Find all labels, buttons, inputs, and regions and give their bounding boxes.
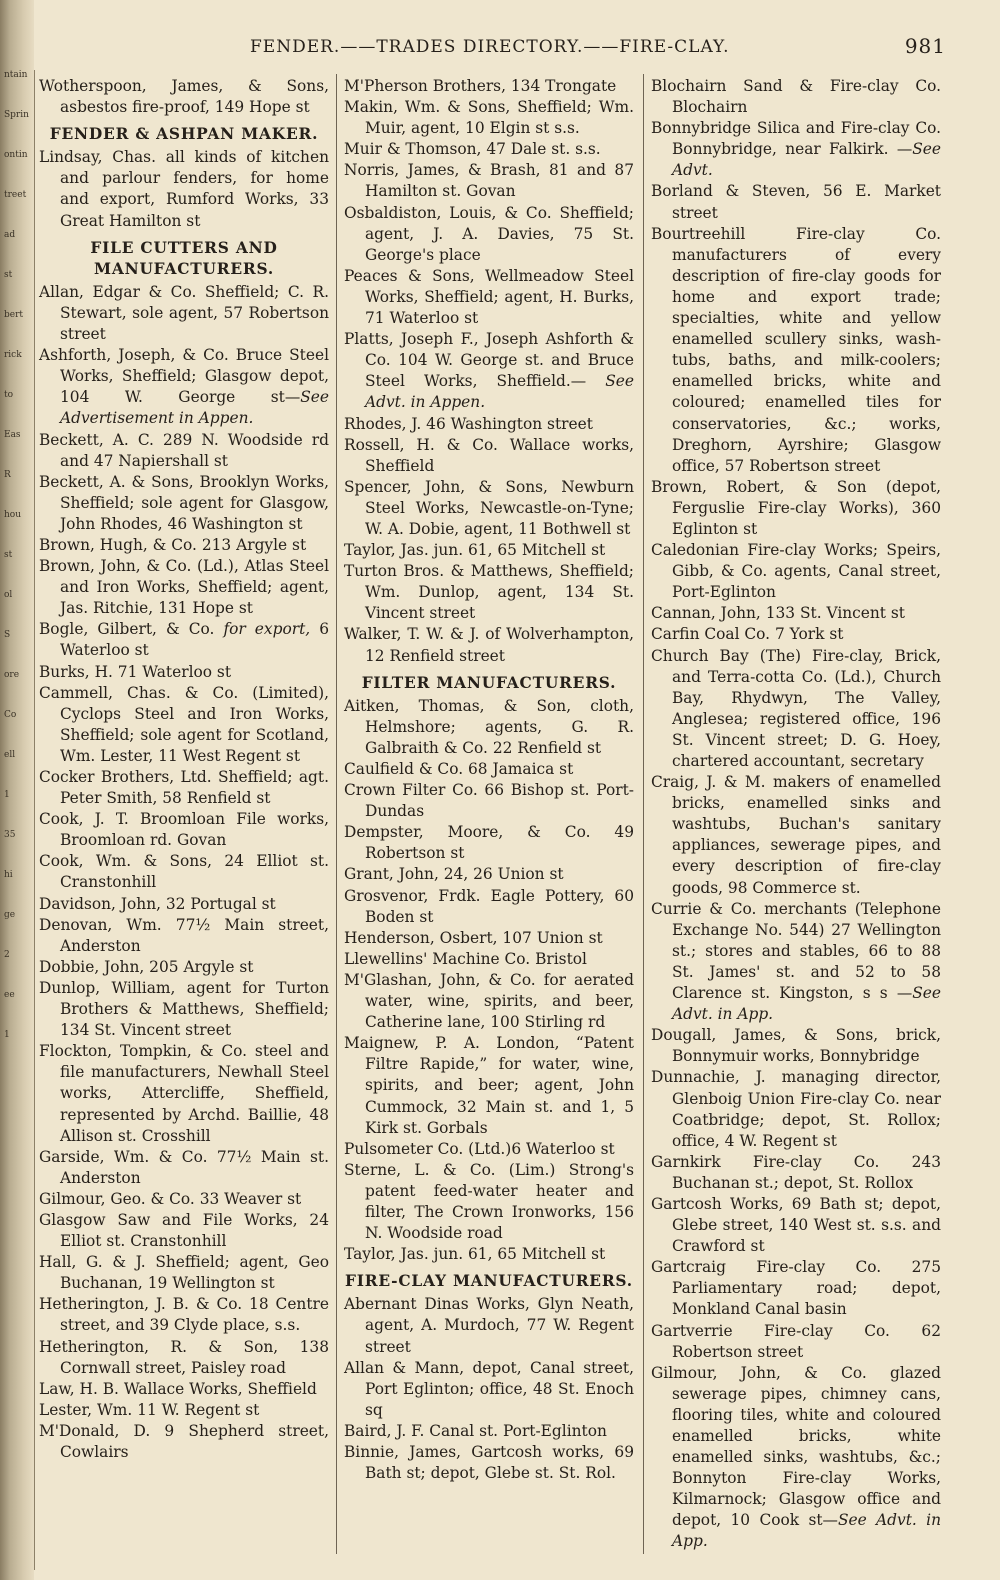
margin-fragment: to <box>4 390 14 400</box>
directory-entry: Peaces & Sons, Wellmeadow Steel Works, Sheffield; agent, H. Burks, 71 Waterloo st <box>344 266 634 328</box>
directory-entry: Llewellins' Machine Co. Bristol <box>344 949 587 968</box>
directory-entry: Spencer, John, & Sons, Newburn Steel Works, Newcastle-on-Tyne; W. A. Dobie, agent, 11 Bothwell st <box>344 477 634 538</box>
margin-fragment: ore <box>4 670 20 680</box>
directory-entry: Caledonian Fire-clay Works; Speirs, Gibb, & Co. agents, Canal street, Port-Eglinton <box>651 541 941 602</box>
directory-entry: Lindsay, Chas. all kinds of kitchen and parlour fenders, for home and export, Rumford Works, 33 Great Hamilton st <box>39 148 329 230</box>
margin-fragment: Sprin <box>4 110 29 120</box>
margin-fragment: treet <box>4 190 27 200</box>
directory-entry: Rossell, H. & Co. Wallace works, Sheffield <box>344 435 634 475</box>
section-heading: FILTER MANUFACTURERS. <box>361 673 617 692</box>
directory-entry: Maignew, P. A. London, “Patent Filtre Rapide,” for water, wine, spirits, and beer; agent, John Cummock, 32 Main st. and 1, 5 Kirk st. Gorbals <box>344 1034 634 1137</box>
margin-fragment: bert <box>4 310 24 320</box>
directory-entry: Gilmour, John, & Co. glazed sewerage pipes, chimney cans, flooring tiles, white and coloured enamelled bricks, white enamelled sinks, washtubs, &c.; Bonnyton Fire-clay Works, Kilmarnock; Glasgow office and depot, 10 Cook st—See Advt. in App. <box>651 1363 941 1551</box>
directory-entry: Rhodes, J. 46 Washington street <box>344 414 593 433</box>
binding-edge <box>0 0 34 1580</box>
directory-entry: Norris, James, & Brash, 81 and 87 Hamilton st. Govan <box>344 161 634 201</box>
directory-entry: Aitken, Thomas, & Son, cloth, Helmshore; agents, G. R. Galbraith & Co. 22 Renfield st <box>344 696 634 757</box>
margin-fragment: hou <box>4 510 22 520</box>
margin-fragment: st <box>4 270 13 280</box>
directory-entry: Grant, John, 24, 26 Union st <box>344 865 564 884</box>
directory-entry: Garside, Wm. & Co. 77½ Main st. Anderston <box>39 1147 329 1187</box>
directory-entry: Cook, J. T. Broomloan File works, Broomloan rd. Govan <box>39 810 329 850</box>
directory-entry: Brown, Hugh, & Co. 213 Argyle st <box>39 535 307 554</box>
directory-entry: Davidson, John, 32 Portugal st <box>39 894 276 913</box>
directory-entry: Dempster, Moore, & Co. 49 Robertson st <box>344 823 634 863</box>
directory-entry: Osbaldiston, Louis, & Co. Sheffield; agent, J. A. Davies, 75 St. George's place <box>344 203 634 264</box>
margin-fragment: ell <box>4 750 16 760</box>
section-heading: FENDER & ASHPAN MAKER. <box>49 125 319 144</box>
directory-entry: Cannan, John, 133 St. Vincent st <box>651 604 905 623</box>
directory-entry: Brown, John, & Co. (Ld.), Atlas Steel and Iron Works, Sheffield; agent, Jas. Ritchie, 131 Hope st <box>39 557 329 618</box>
directory-entry: Sterne, L. & Co. (Lim.) Strong's patent feed-water heater and filter, The Crown Ironworks, 156 N. Woodside road <box>344 1160 634 1243</box>
directory-entry: Muir & Thomson, 47 Dale st. s.s. <box>344 140 601 159</box>
directory-entry: Henderson, Osbert, 107 Union st <box>344 928 603 947</box>
directory-entry: Hall, G. & J. Sheffield; agent, Geo Buchanan, 19 Wellington st <box>39 1253 329 1293</box>
margin-fragment: Eas <box>4 430 21 440</box>
directory-entry: Allan, Edgar & Co. Sheffield; C. R. Stewart, sole agent, 57 Robertson street <box>39 282 329 344</box>
margin-fragment: ad <box>4 230 16 240</box>
section-heading: FIRE-CLAY MANUFACTURERS. <box>345 1272 633 1291</box>
page-number: 981 <box>904 34 946 58</box>
directory-entry: Hetherington, J. B. & Co. 18 Centre street, and 39 Clyde place, s.s. <box>39 1295 329 1335</box>
directory-entry: Abernant Dinas Works, Glyn Neath, agent, A. Murdoch, 77 W. Regent street <box>344 1295 634 1356</box>
margin-fragment: hi <box>4 870 13 880</box>
directory-entry: Beckett, A. C. 289 N. Woodside rd and 47 Napiershall st <box>39 430 329 470</box>
directory-entry: Dobbie, John, 205 Argyle st <box>39 957 254 976</box>
directory-entry: Cocker Brothers, Ltd. Sheffield; agt. Peter Smith, 58 Renfield st <box>39 768 329 808</box>
gutter-line <box>34 70 35 1570</box>
directory-entry: Bogle, Gilbert, & Co. for export, 6 Waterloo st <box>39 620 329 660</box>
directory-entry: Flockton, Tompkin, & Co. steel and file manufacturers, Newhall Steel works, Attercliffe, Sheffield, represented by Archd. Baillie, 48 Allison st. Crosshill <box>39 1042 329 1145</box>
directory-entry: Crown Filter Co. 66 Bishop st. Port-Dundas <box>344 781 634 821</box>
directory-entry: Cammell, Chas. & Co. (Limited), Cyclops Steel and Iron Works, Sheffield; sole agent for Scotland, Wm. Lester, 11 West Regent st <box>39 683 329 765</box>
directory-entry: Gartverrie Fire-clay Co. 62 Robertson street <box>651 1321 941 1361</box>
directory-entry: Grosvenor, Frdk. Eagle Pottery, 60 Boden st <box>344 886 634 926</box>
directory-entry: Dougall, James, & Sons, brick, Bonnymuir works, Bonnybridge <box>651 1026 941 1066</box>
margin-fragment: 1 <box>4 790 10 800</box>
directory-entry: Carfin Coal Co. 7 York st <box>651 625 844 644</box>
directory-entry: Beckett, A. & Sons, Brooklyn Works, Sheffield; sole agent for Glasgow, John Rhodes, 46 Washington st <box>39 472 329 533</box>
directory-entry: Caulfield & Co. 68 Jamaica st <box>344 760 574 778</box>
margin-fragment: ntain <box>4 70 28 80</box>
margin-fragment: ge <box>4 910 16 920</box>
directory-entry: Garnkirk Fire-clay Co. 243 Buchanan st.; depot, St. Rollox <box>651 1152 941 1192</box>
margin-fragment: Co <box>4 710 17 720</box>
directory-entry: Denovan, Wm. 77½ Main street, Anderston <box>39 915 329 955</box>
directory-entry: Taylor, Jas. jun. 61, 65 Mitchell st <box>344 1245 606 1264</box>
directory-entry: Blochairn Sand & Fire-clay Co. Blochairn <box>651 77 941 117</box>
directory-entry: Brown, Robert, & Son (depot, Ferguslie Fire-clay Works), 360 Eglinton st <box>651 477 941 538</box>
directory-entry: Law, H. B. Wallace Works, Sheffield <box>39 1379 317 1398</box>
section-heading: FILE CUTTERS AND MANUFACTURERS. <box>90 238 278 278</box>
margin-fragment: ee <box>4 990 15 1000</box>
directory-entry: Borland & Steven, 56 E. Market street <box>651 182 941 222</box>
directory-entry: Ashforth, Joseph, & Co. Bruce Steel Works, Sheffield; Glasgow depot, 104 W. George st—See Advertisement in Appen. <box>39 346 329 428</box>
column-2 <box>344 76 634 1484</box>
directory-entry: Craig, J. & M. makers of enamelled bricks, enamelled sinks and washtubs, Buchan's sanitary appliances, sewerage pipes, and every description of fire-clay goods, 98 Commerce st. <box>651 773 941 897</box>
column-rule <box>336 74 337 1554</box>
directory-entry: Bourtreehill Fire-clay Co. manufacturers of every description of fire-clay goods for home and export trade; specialties, white and yellow enamelled scullery sinks, wash-tubs, baths, and milk-coolers; enamelled bricks, white and coloured; enamelled tiles for conservatories, &c.; works, Dreghorn, Ayrshire; Glasgow office, 57 Robertson street <box>651 224 941 475</box>
directory-entry: Glasgow Saw and File Works, 24 Elliot st. Cranstonhill <box>39 1210 329 1251</box>
directory-entry: Platts, Joseph F., Joseph Ashforth & Co. 104 W. George st. and Bruce Steel Works, Sheffield.— See Advt. in Appen. <box>344 330 634 412</box>
directory-entry: Burks, H. 71 Waterloo st <box>39 662 232 681</box>
column-1 <box>39 76 329 1463</box>
margin-fragment: rick <box>4 350 22 360</box>
directory-entry: M'Pherson Brothers, 134 Trongate <box>344 77 617 95</box>
directory-entry: Lester, Wm. 11 W. Regent st <box>39 1400 260 1419</box>
directory-entry: Makin, Wm. & Sons, Sheffield; Wm. Muir, agent, 10 Elgin st s.s. <box>344 98 634 138</box>
directory-entry: M'Glashan, John, & Co. for aerated water, wine, spirits, and beer, Catherine lane, 100 Stirling rd <box>344 970 634 1032</box>
directory-entry: Cook, Wm. & Sons, 24 Elliot st. Cranstonhill <box>39 852 329 892</box>
running-title: FENDER.——TRADES DIRECTORY.——FIRE-CLAY. <box>250 37 730 57</box>
directory-entry: Dunlop, William, agent for Turton Brothers & Matthews, Sheffield; 134 St. Vincent street <box>39 978 329 1040</box>
margin-fragment: 2 <box>4 950 10 960</box>
page-header <box>240 34 960 58</box>
margin-fragment: R <box>4 470 11 480</box>
margin-fragment: ol <box>4 590 13 600</box>
directory-entry: Bonnybridge Silica and Fire-clay Co. Bonnybridge, near Falkirk. —See Advt. <box>651 119 941 180</box>
directory-entry: Hetherington, R. & Son, 138 Cornwall street, Paisley road <box>39 1337 329 1377</box>
directory-entry: Currie & Co. merchants (Telephone Exchange No. 544) 27 Wellington st.; stores and stables, 66 to 88 St. James' st. and 52 to 58 Clarence st. Kingston, s s —See Advt. in App. <box>651 899 941 1024</box>
directory-entry: Walker, T. W. & J. of Wolverhampton, 12 Renfield street <box>344 625 634 665</box>
directory-entry: Gilmour, Geo. & Co. 33 Weaver st <box>39 1189 302 1208</box>
margin-fragment: st <box>4 550 13 560</box>
directory-entry: Binnie, James, Gartcosh works, 69 Bath st; depot, Glebe st. St. Rol. <box>344 1443 634 1483</box>
directory-entry: Allan & Mann, depot, Canal street, Port Eglinton; office, 48 St. Enoch sq <box>344 1358 634 1419</box>
column-3 <box>651 76 941 1553</box>
directory-entry: Taylor, Jas. jun. 61, 65 Mitchell st <box>344 541 606 560</box>
directory-entry: Dunnachie, J. managing director, Glenboig Union Fire-clay Co. near Coatbridge; depot, St. Rollox; office, 4 W. Regent st <box>651 1068 941 1150</box>
margin-fragment: 35 <box>4 830 16 840</box>
directory-entry: Wotherspoon, James, & Sons, asbestos fire-proof, 149 Hope st <box>39 77 329 117</box>
margin-fragment: S <box>4 630 11 640</box>
column-rule <box>643 74 644 1554</box>
margin-fragment: ontin <box>4 150 28 160</box>
directory-entry: Turton Bros. & Matthews, Sheffield; Wm. Dunlop, agent, 134 St. Vincent street <box>344 562 634 623</box>
margin-fragment: 1 <box>4 1030 10 1040</box>
directory-entry: M'Donald, D. 9 Shepherd street, Cowlairs <box>39 1421 329 1461</box>
directory-entry: Church Bay (The) Fire-clay, Brick, and Terra-cotta Co. (Ld.), Church Bay, Rhydwyn, The Valley, Anglesea; registered office, 196 St. Vincent street; D. G. Hoey, chartered accountant, secretary <box>651 646 941 770</box>
directory-entry: Gartcosh Works, 69 Bath st; depot, Glebe street, 140 West st. s.s. and Crawford st <box>651 1194 941 1256</box>
directory-entry: Gartcraig Fire-clay Co. 275 Parliamentary road; depot, Monkland Canal basin <box>651 1258 941 1319</box>
directory-entry: Baird, J. F. Canal st. Port-Eglinton <box>344 1421 607 1440</box>
directory-entry: Pulsometer Co. (Ltd.)6 Waterloo st <box>344 1139 615 1158</box>
